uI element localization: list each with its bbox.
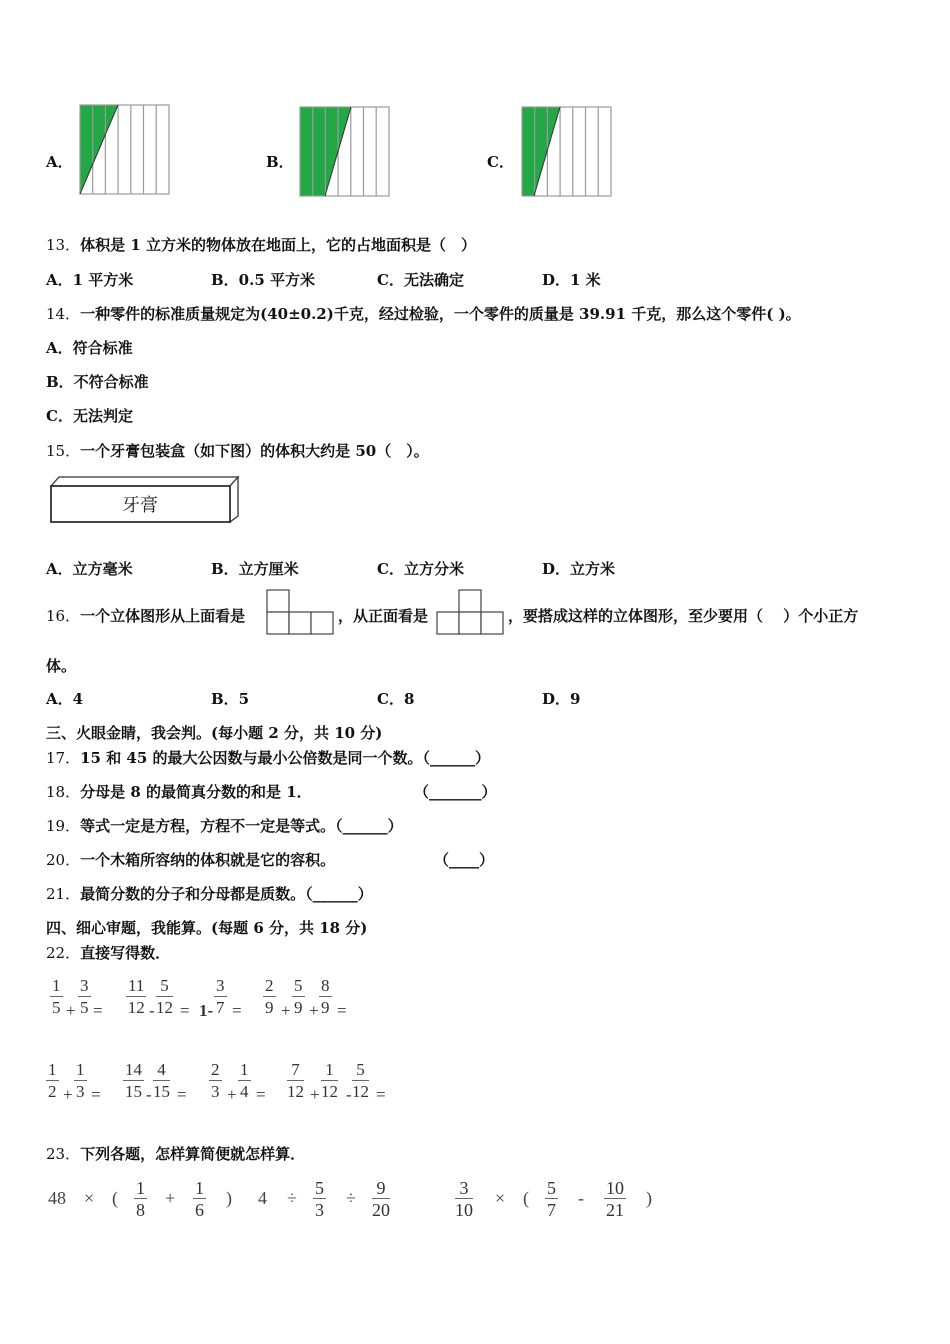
equals-sign: =: [376, 1085, 386, 1104]
toothpaste-box-label: 牙膏: [122, 495, 158, 516]
fraction: $\frac{4}{15}$: [153, 1060, 170, 1101]
front-view-figure: [436, 589, 506, 635]
q15-option-a: A．立方毫米: [46, 560, 133, 578]
q18-answer-blank[interactable]: （_______）: [414, 783, 497, 801]
q15-text: 一个牙膏包装盒（如下图）的体积大约是 50（ ）。: [80, 442, 429, 460]
fraction: $\frac{10}{21}$: [606, 1178, 624, 1220]
q23-text: 下列各题，怎样算简便就怎样算．: [80, 1145, 306, 1163]
q21-text: 最简分数的分子和分母都是质数。（______）: [80, 885, 373, 903]
q19-number: 19．: [46, 817, 81, 835]
plus-sign: +: [281, 1001, 291, 1020]
fraction: $\frac{5}{7}$: [547, 1178, 556, 1220]
q13-question: [46, 235, 476, 255]
q16-text-a: 一个立体图形从上面看是: [80, 607, 246, 625]
q14-option-b: B．不符合标准: [46, 373, 149, 391]
fraction: $\frac{2}{9}$: [265, 976, 274, 1017]
plus-sign: +: [66, 1001, 76, 1020]
fraction: $\frac{2}{3}$: [211, 1060, 220, 1101]
fraction: $\frac{1}{2}$: [48, 1060, 57, 1101]
equals-sign: =: [93, 1001, 103, 1020]
fraction: $\frac{5}{12}$: [156, 976, 173, 1017]
equals-sign: =: [232, 1001, 242, 1020]
q16-text-d: 体。: [46, 657, 77, 675]
q14-text: 一种零件的标准质量规定为(40±0.2)千克，经过检验，一个零件的质量是 39.91 千克，那么这个零件( )。: [80, 305, 801, 323]
fraction: $\frac{1}{3}$: [76, 1060, 85, 1101]
minus-sign: -: [149, 1001, 155, 1020]
q17-text: 15 和 45 的最大公因数与最小公倍数是同一个数。（______）: [80, 749, 491, 767]
fraction: $\frac{5}{3}$: [315, 1178, 324, 1220]
q12-figure-c: [520, 106, 614, 198]
minus-sign: -: [146, 1085, 152, 1104]
one-minus: 1-: [199, 1001, 214, 1020]
q12-figure-b: [298, 106, 392, 198]
fraction: $\frac{3}{5}$: [80, 976, 89, 1017]
integer-48: 48: [48, 1188, 66, 1208]
divide-sign: ÷: [346, 1188, 356, 1208]
q13-option-a: A．1 平方米: [46, 271, 134, 289]
q15-question: [46, 441, 429, 461]
q20-number: 20．: [46, 851, 81, 869]
right-paren: ): [646, 1188, 652, 1208]
equals-sign: =: [256, 1085, 266, 1104]
times-sign: ×: [84, 1188, 95, 1208]
q23-question: [46, 1144, 305, 1164]
q15-option-d: D．立方米: [542, 560, 616, 578]
q17-number: 17．: [46, 749, 81, 767]
q17-question: [46, 748, 490, 768]
q12-figure-a: [78, 104, 172, 196]
q15-number: 15．: [46, 442, 81, 460]
fraction: $\frac{1}{4}$: [240, 1060, 249, 1101]
fraction: $\frac{3}{10}$: [455, 1178, 473, 1220]
section-3-heading: 三、火眼金睛，我会判。(每小题 2 分，共 10 分): [46, 724, 383, 742]
q13-option-c: C．无法确定: [377, 271, 464, 289]
q20-text: 一个木箱所容纳的体积就是它的容积。: [80, 851, 336, 869]
q13-text: 体积是 1 立方米的物体放在地面上，它的占地面积是（ ）: [80, 236, 476, 254]
divide-sign: ÷: [287, 1188, 297, 1208]
toothpaste-box-figure: [48, 474, 242, 526]
minus-sign: -: [346, 1085, 352, 1104]
fraction: $\frac{1}{12}$: [321, 1060, 338, 1101]
plus-sign: +: [165, 1188, 176, 1208]
left-paren: (: [523, 1188, 529, 1208]
q14-question: [46, 304, 801, 324]
fraction: $\frac{11}{12}$: [127, 976, 145, 1017]
q14-number: 14．: [46, 305, 81, 323]
q13-option-d: D．1 米: [542, 271, 601, 289]
q20-question: [46, 850, 335, 870]
plus-sign: +: [310, 1085, 320, 1104]
fraction: $\frac{1}{6}$: [195, 1178, 204, 1220]
fraction: $\frac{8}{9}$: [321, 976, 330, 1017]
q16-text-b: ，从正面看是: [338, 607, 429, 625]
q22-number: 22．: [46, 944, 81, 962]
q23-number: 23．: [46, 1145, 81, 1163]
q16-option-b: B．5: [211, 690, 250, 708]
q13-option-b: B．0.5 平方米: [211, 271, 315, 289]
plus-sign: +: [227, 1085, 237, 1104]
right-paren: ): [226, 1188, 232, 1208]
minus-sign: -: [578, 1188, 584, 1208]
plus-sign: +: [63, 1085, 73, 1104]
q22-question: [46, 943, 170, 963]
q18-question: [46, 782, 312, 802]
equals-sign: =: [177, 1085, 187, 1104]
q12-option-c: C．: [487, 153, 514, 171]
equals-sign: =: [91, 1085, 101, 1104]
q18-number: 18．: [46, 783, 81, 801]
q19-question: [46, 816, 403, 836]
q19-text: 等式一定是方程，方程不一定是等式。（______）: [80, 817, 403, 835]
q14-option-c: C．无法判定: [46, 407, 133, 425]
q16-option-a: A．4: [46, 690, 84, 708]
times-sign: ×: [495, 1188, 506, 1208]
fraction: $\frac{1}{8}$: [136, 1178, 145, 1220]
plus-sign: +: [309, 1001, 319, 1020]
fraction: $\frac{5}{9}$: [294, 976, 303, 1017]
q12-option-b: B．: [266, 153, 294, 171]
fraction: $\frac{1}{5}$: [52, 976, 61, 1017]
equals-sign: =: [180, 1001, 190, 1020]
q22-text: 直接写得数．: [80, 944, 171, 962]
q15-option-b: B．立方厘米: [211, 560, 299, 578]
fraction: $\frac{14}{15}$: [125, 1060, 142, 1101]
q21-number: 21．: [46, 885, 81, 903]
fraction: $\frac{5}{12}$: [352, 1060, 369, 1101]
q16-number: 16．: [46, 607, 81, 625]
q16-option-d: D．9: [542, 690, 581, 708]
q18-text: 分母是 8 的最简真分数的和是 1．: [80, 783, 312, 801]
left-paren: (: [112, 1188, 118, 1208]
q13-number: 13．: [46, 236, 81, 254]
integer-4: 4: [258, 1188, 267, 1208]
q16-option-c: C．8: [377, 690, 415, 708]
q16-question: [46, 606, 245, 626]
q16-text-c: ，要搭成这样的立体图形，至少要用（ ）个小正方: [508, 607, 859, 625]
q14-option-a: A．符合标准: [46, 339, 133, 357]
q15-option-c: C．立方分米: [377, 560, 464, 578]
fraction: $\frac{3}{7}$: [216, 976, 225, 1017]
fraction: $\frac{7}{12}$: [287, 1060, 304, 1101]
equals-sign: =: [337, 1001, 347, 1020]
q21-question: [46, 884, 373, 904]
fraction: $\frac{9}{20}$: [372, 1178, 390, 1220]
section-4-heading: 四、细心审题，我能算。(每题 6 分，共 18 分): [46, 919, 368, 937]
q20-answer-blank[interactable]: （____）: [434, 851, 495, 869]
q12-option-a: A．: [46, 153, 73, 171]
top-view-figure: [266, 589, 336, 635]
